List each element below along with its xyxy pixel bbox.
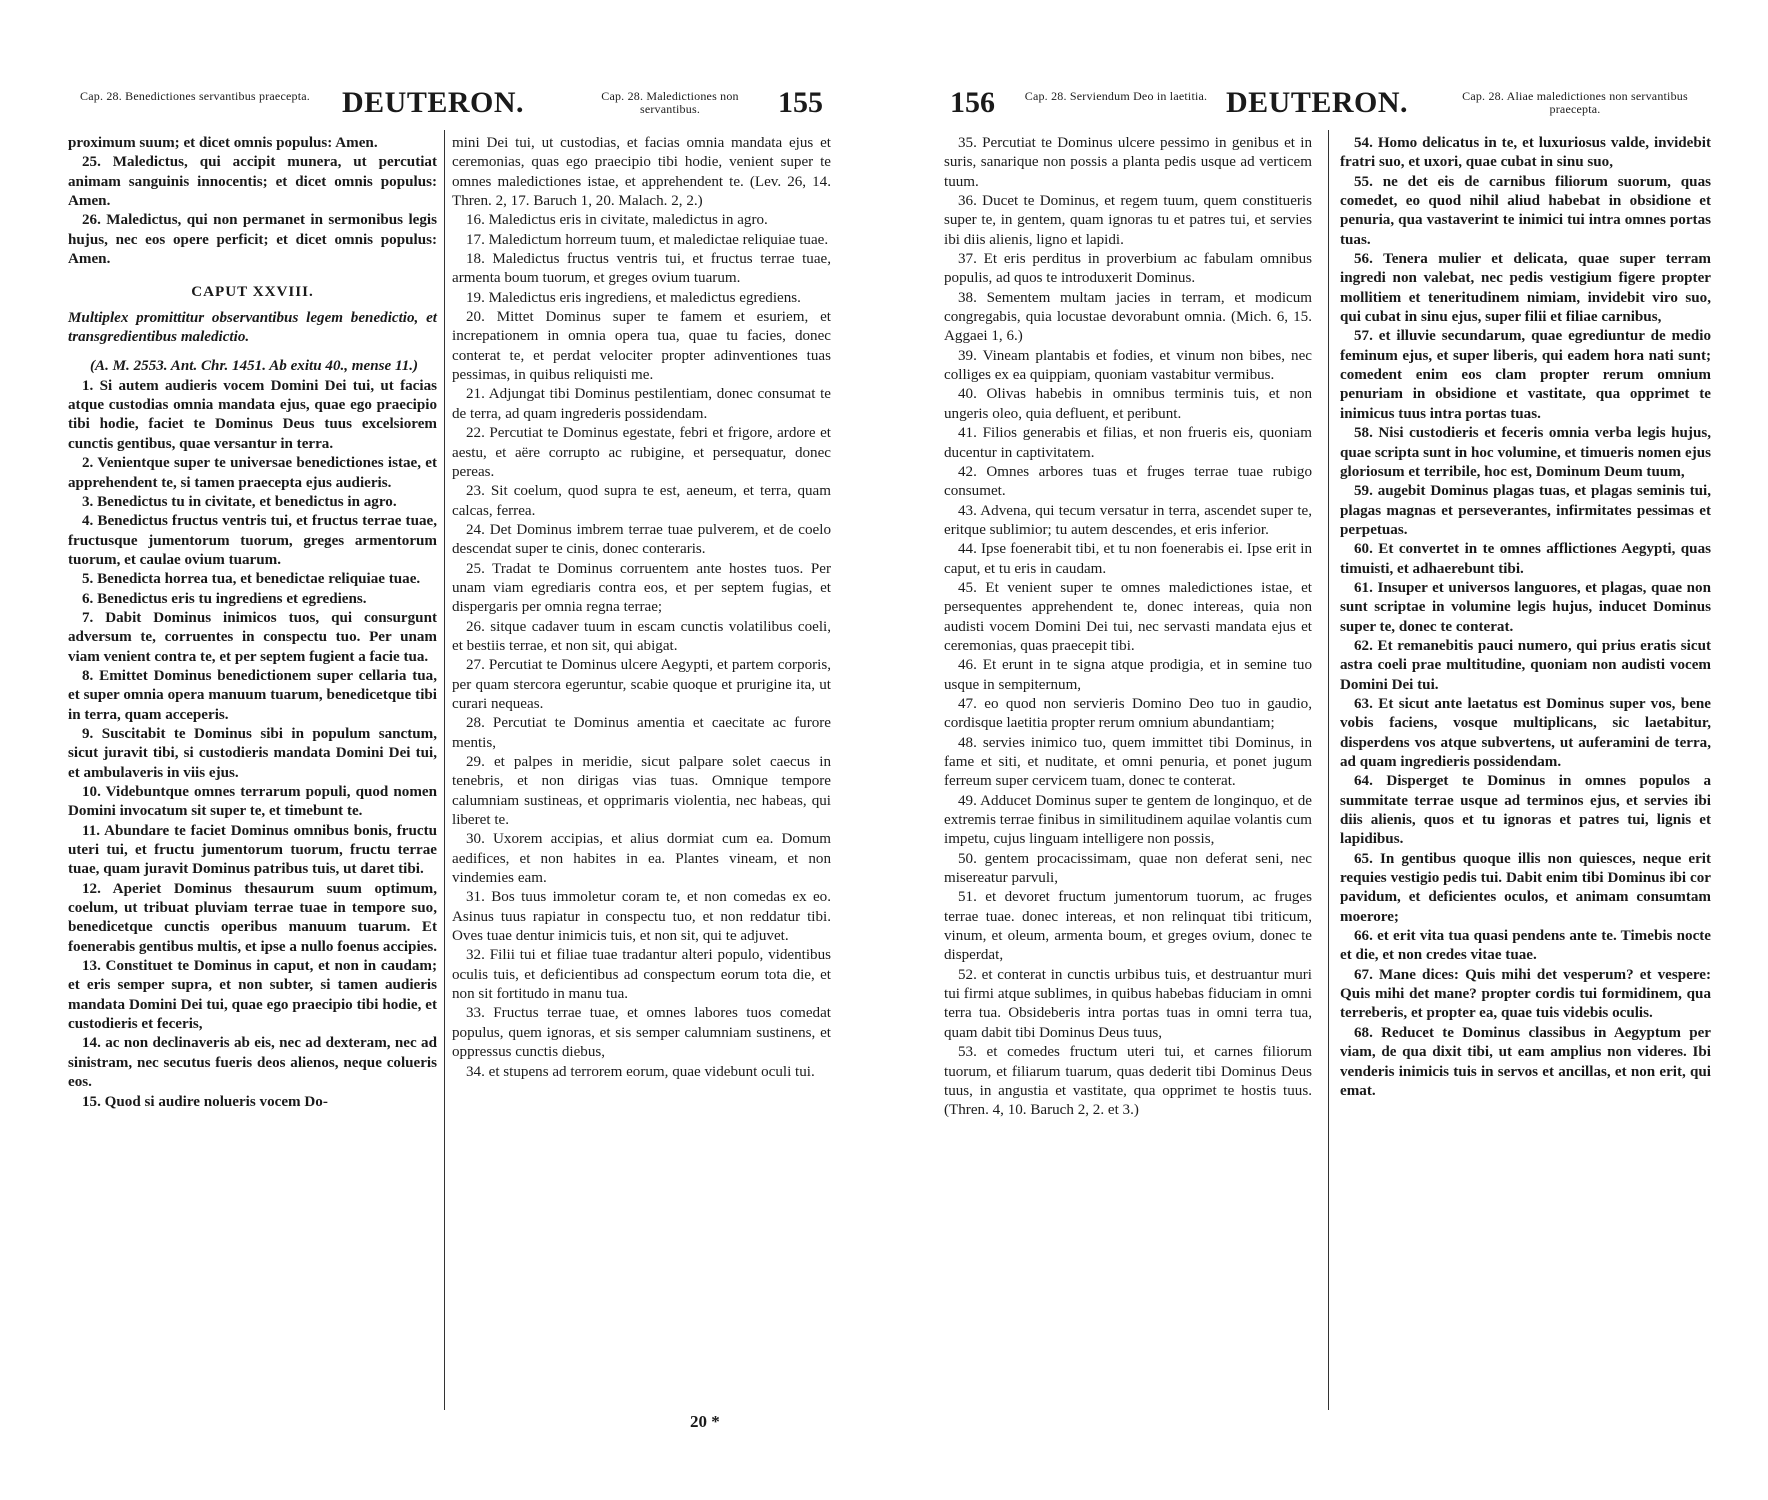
verse: 23. Sit coelum, quod supra te est, aeneum, et terra, quam calcas, ferrea. bbox=[452, 483, 831, 519]
verse: 63. Et sicut ante laetatus est Dominus super vos, bene vobis faciens, vosque multiplicans, sic laetabitur, disperdens vos atque subvertens, ut auferamini de terra, ad quam ingredieris possidendam. bbox=[1340, 695, 1711, 770]
verse: 26. Maledictus, qui non permanet in sermonibus legis hujus, nec eos opere perficit; et dicet omnis populus: Amen. bbox=[68, 212, 437, 268]
page-number: 155 bbox=[778, 86, 823, 119]
verse: 68. Reducet te Dominus classibus in Aegyptum per viam, de qua dixit tibi, ut eam amplius non videres. Ibi venderis inimicis tuis in servos et ancillas, et non erit, qui emat. bbox=[1340, 1024, 1711, 1099]
verse: 62. Et remanebitis pauci numero, qui prius eratis sicut astra coeli prae multitudine, quoniam non audisti vocem Domini Dei tui. bbox=[1340, 637, 1711, 693]
header-chapter-left: Cap. 28. Benedictiones servantibus praecepta. bbox=[80, 89, 310, 103]
verse: 57. et illuvie secundarum, quae egrediuntur de medio feminum ejus, et super liberis, qui eadem hora nati sunt; comedent enim eos clam propter rerum omnium penuriam in obsidione et vastitate, qua opprimet te inimicus tuus intra portas tuas. bbox=[1340, 328, 1711, 422]
verse: 51. et devoret fructum jumentorum tuorum, ac fruges terrae tuae. donec intereas, et non relinquat tibi triticum, vinum, et oleum, armenta boum, et greges ovium, donec te disperdat, bbox=[944, 889, 1312, 964]
verse: 31. Bos tuus immoletur coram te, et non comedas ex eo. Asinus tuus rapiatur in conspectu tuo, et non reddatur tibi. Oves tuae dentur inimicis tuis, et non sit, qui te adjuvet. bbox=[452, 889, 831, 945]
verse: 29. et palpes in meridie, sicut palpare solet caecus in tenebris, et non dirigas vias tuas. Omnique tempore calumniam sustineas, et opprimaris violentia, nec habeas, qui liberet te. bbox=[452, 754, 831, 829]
header-chapter-left: Cap. 28. Serviendum Deo in laetitia. bbox=[1024, 89, 1208, 103]
text-column-left bbox=[68, 134, 437, 1112]
verse: 65. In gentibus quoque illis non quiesces, neque erit requies vestigio pedis tui. Dabit enim tibi Dominus ibi cor pavidum, et deficientes oculos, et animam consumtam moerore; bbox=[1340, 850, 1711, 925]
header-book-title: DEUTERON. bbox=[1226, 86, 1409, 119]
verse: 26. sitque cadaver tuum in escam cunctis volatilibus coeli, et bestiis terrae, et non sit, qui abigat. bbox=[452, 618, 831, 654]
verse: 16. Maledictus eris in civitate, maledictus in agro. bbox=[466, 212, 768, 229]
verse: 60. Et convertet in te omnes afflictiones Aegypti, quas timuisti, et adhaerebunt tibi. bbox=[1340, 541, 1711, 577]
verse: 37. Et eris perditus in proverbium ac fabulam omnibus populis, ad quos te introduxerit Dominus. bbox=[944, 251, 1312, 287]
verse: 38. Sementem multam jacies in terram, et modicum congregabis, quia locustae devorabunt omnia. (Mich. 6, 15. Aggaei 1, 6.) bbox=[944, 289, 1312, 345]
chapter-heading: CAPUT XXVIII. bbox=[191, 284, 314, 301]
verse: 18. Maledictus fructus ventris tui, et fructus terrae tuae, armenta boum tuorum, et greges ovium tuarum. bbox=[452, 251, 831, 287]
text-column-right bbox=[452, 134, 831, 1082]
verse: 5. Benedicta horrea tua, et benedictae reliquiae tuae. bbox=[82, 571, 421, 588]
verse: 42. Omnes arbores tuas et fruges terrae tuae rubigo consumet. bbox=[944, 463, 1312, 500]
verse: proximum suum; et dicet omnis populus: Amen. bbox=[68, 135, 378, 151]
verse: 61. Insuper et universos languores, et plagas, quae non sunt scriptae in volumine legis hujus, inducet Dominus super te, donec te conterat. bbox=[1340, 579, 1711, 635]
chronology-note: (A. M. 2553. Ant. Chr. 1451. Ab exitu 40., mense 11.) bbox=[90, 358, 419, 375]
verse: 24. Det Dominus imbrem terrae tuae pulverem, et de coelo descendat super te cinis, donec conteraris. bbox=[452, 521, 831, 558]
verse: 34. et stupens ad terrorem eorum, quae videbunt oculi tui. bbox=[466, 1063, 815, 1080]
header-chapter-right: Cap. 28. Aliae maledictiones non servantibus praecepta. bbox=[1462, 89, 1688, 116]
verse: 48. servies inimico tuo, quem immittet tibi Dominus, in fame et siti, et nuditate, et omni penuria, et ponet jugum ferreum super cervicem tuam, donec te conterat. bbox=[944, 734, 1312, 790]
verse: 11. Abundare te faciet Dominus omnibus bonis, fructu uteri tui, et fructu jumentorum tuorum, fructu terrae tuae, quam juravit Dominus patribus tuis, ut daret tibi. bbox=[68, 822, 437, 878]
verse: 2. Venientque super te universae benedictiones istae, et apprehendent te, si tamen praecepta ejus audieris. bbox=[68, 455, 437, 491]
verse: 45. Et venient super te omnes maledictiones istae, et persequentes apprehendent te, donec intereas, quia non audisti vocem Domini Dei tui, nec servasti mandata ejus et ceremonias, quas praecepit tibi. bbox=[944, 579, 1312, 654]
verse: 58. Nisi custodieris et feceris omnia verba legis hujus, quae scripta sunt in hoc volumine, et timueris nomen ejus gloriosum et terribile, hoc est, Dominum Deum tuum, bbox=[1340, 425, 1711, 480]
verse: 8. Emittet Dominus benedictionem super cellaria tua, et super omnia opera manuum tuarum, benedicetque tibi in terra, quam acceperis. bbox=[68, 667, 437, 723]
verse: 30. Uxorem accipias, et alius dormiat cum ea. Domum aedifices, et non habites in ea. Plantes vineam, et non vindemies eam. bbox=[452, 831, 831, 887]
verse: 3. Benedictus tu in civitate, et benedictus in agro. bbox=[82, 493, 397, 510]
verse: 1. Si autem audieris vocem Domini Dei tui, ut facias atque custodias omnia mandata ejus, quae ego praecipio tibi hodie, faciet te Dominus Deus tuus excelsiorem cunctis gentibus, quae versantur in terra. bbox=[68, 377, 437, 452]
verse: 50. gentem procacissimam, quae non deferat seni, nec misereatur parvuli, bbox=[944, 850, 1312, 887]
verse: 21. Adjungat tibi Dominus pestilentiam, donec consumat te de terra, ad quam ingrederis possidendam. bbox=[452, 386, 831, 422]
verse: 41. Filios generabis et filias, et non frueris eis, quoniam ducentur in captivitatem. bbox=[944, 425, 1312, 461]
header-book-title: DEUTERON. bbox=[342, 86, 525, 119]
verse: 7. Dabit Dominus inimicos tuos, qui consurgunt adversum te, corruentes in conspectu tuo. Per unam viam venient contra te, et per septem fugient a facie tua. bbox=[68, 609, 437, 665]
verse: 43. Advena, qui tecum versatur in terra, ascendet super te, eritque sublimior; tu autem descendes, et eris inferior. bbox=[944, 502, 1312, 538]
verse: 32. Filii tui et filiae tuae tradantur alteri populo, videntibus oculis tuis, et deficientibus ad conspectum eorum tota die, et non sit fortitudo in manu tua. bbox=[452, 947, 831, 1003]
header-chapter-right: Cap. 28. Maledictiones non servantibus. bbox=[601, 89, 739, 116]
verse: 4. Benedictus fructus ventris tui, et fructus terrae tuae, fructusque jumentorum tuorum, greges armentorum tuorum, et caulae ovium tuarum. bbox=[68, 513, 437, 568]
verse: 49. Adducet Dominus super te gentem de longinquo, et de extremis terrae finibus in similitudinem aquilae volantis cum impetu, cujus linguam intelligere non possis, bbox=[944, 792, 1312, 848]
verse: 17. Maledictum horreum tuum, et maledictae reliquiae tuae. bbox=[466, 231, 829, 248]
verse: 20. Mittet Dominus super te famem et esuriem, et increpationem in omnia opera tua, quae tu facies, donec conterat te, et perdat velociter propter adinventiones tuas pessimas, in quibus reliquisti me. bbox=[452, 309, 831, 384]
verse: 53. et comedes fructum uteri tui, et carnes filiorum tuorum, et filiarum tuarum, quas dederit tibi Dominus Deus tuus, in angustia et vastitate, qua opprimet te hostis tuus. (Thren. 4, 10. Baruch 2, 2. et 3.) bbox=[944, 1044, 1312, 1119]
verse: 33. Fructus terrae tuae, et omnes labores tuos comedat populus, quem ignoras, et sis semper calumniam sustinens, et oppressus cunctis diebus, bbox=[452, 1005, 831, 1061]
verse: 46. Et erunt in te signa atque prodigia, et in semine tuo usque in sempiternum, bbox=[944, 657, 1312, 693]
verse: 35. Percutiat te Dominus ulcere pessimo in genibus et in suris, sanarique non possis a planta pedis usque ad verticem tuum. bbox=[944, 135, 1312, 190]
verse: 25. Maledictus, qui accipit munera, ut percutiat animam sanguinis innocentis; et dicet omnis populus: Amen. bbox=[68, 154, 437, 210]
verse: 28. Percutiat te Dominus amentia et caecitate ac furore mentis, bbox=[452, 715, 831, 751]
verse: 10. Videbuntque omnes terrarum populi, quod nomen Domini invocatum sit super te, et timebunt te. bbox=[68, 784, 437, 820]
verse: 47. eo quod non servieris Domino Deo tuo in gaudio, cordisque laetitia propter rerum omnium abundantiam; bbox=[944, 695, 1312, 732]
verse: 64. Disperget te Dominus in omnes populos a summitate terrae usque ad terminos ejus, et servies ibi diis alienis, quos et tu ignoras et patres tui, lignis et lapidibus. bbox=[1340, 773, 1711, 848]
verse: 55. ne det eis de carnibus filiorum suorum, quas comedet, eo quod nihil aliud habebat in obsidione et penuria, qua vastaverint te inimici tui intra omnes portas tuas. bbox=[1340, 173, 1711, 248]
verse: 66. et erit vita tua quasi pendens ante te. Timebis nocte et die, et non credes vitae tuae. bbox=[1340, 928, 1711, 964]
column-divider bbox=[444, 130, 445, 1410]
text-column-right bbox=[1340, 134, 1711, 1101]
column-divider bbox=[1328, 130, 1329, 1410]
verse: 19. Maledictus eris ingrediens, et maledictus egrediens. bbox=[466, 289, 801, 306]
running-header bbox=[80, 86, 830, 126]
verse: 13. Constituet te Dominus in caput, et non in caudam; et eris semper supra, et non subter, si tamen audieris mandata Domini Dei tui, quae ego praecipio tibi hodie, et custodieris et feceris, bbox=[68, 958, 437, 1033]
verse: 67. Mane dices: Quis mihi det vesperum? et vespere: Quis mihi det mane? propter cordis tui formidinem, qua terreberis, et propter ea, quae tuis videbis oculis. bbox=[1340, 966, 1711, 1022]
verse: 54. Homo delicatus in te, et luxuriosus valde, invidebit fratri suo, et uxori, quae cubat in sinu suo, bbox=[1340, 135, 1711, 171]
verse: 40. Olivas habebis in omnibus terminis tuis, et non ungeris oleo, quia defluent, et peribunt. bbox=[944, 386, 1312, 422]
right-page bbox=[884, 0, 1768, 1500]
signature-mark: 20 * bbox=[690, 1412, 720, 1431]
verse: 44. Ipse foenerabit tibi, et tu non foenerabis ei. Ipse erit in caput, et tu eris in caudam. bbox=[944, 541, 1312, 577]
verse: 15. Quod si audire nolueris vocem Do- bbox=[82, 1093, 328, 1110]
verse: 56. Tenera mulier et delicata, quae super terram ingredi non valebat, nec pedis vestigium figere propter mollitiem et teneritudinem nimiam, invidebit viro suo, qui cubat in sinu ejus, super filii et filiae carnibus, bbox=[1340, 251, 1711, 326]
verse: mini Dei tui, ut custodias, et facias omnia mandata ejus et ceremonias, quas ego praecipio tibi hodie, venient super te omnes maledictiones istae, et apprehendent te. (Lev. 26, 14. Thren. 2, 17. Baruch 1, 20. Malach. 2, 2.) bbox=[452, 135, 831, 210]
verse: 22. Percutiat te Dominus egestate, febri et frigore, ardore et aestu, et aëre corrupto ac rubigine, et persequatur, donec pereas. bbox=[452, 425, 831, 480]
text-column-left bbox=[944, 134, 1312, 1121]
verse: 25. Tradat te Dominus corruentem ante hostes tuos. Per unam viam egrediaris contra eos, et per septem fugias, et dispergaris per omnia regna terrae; bbox=[452, 560, 831, 616]
verse: 36. Ducet te Dominus, et regem tuum, quem constitueris super te, in gentem, quam ignoras tu et patres tui, et servies ibi diis alienis, ligno et lapidi. bbox=[944, 193, 1312, 248]
verse: 59. augebit Dominus plagas tuas, et plagas seminis tui, plagas magnas et perseverantes, infirmitates pessimas et perpetuas. bbox=[1340, 483, 1711, 538]
verse: 12. Aperiet Dominus thesaurum suum optimum, coelum, ut tribuat pluviam terrae tuae in tempore suo, benedicetque cunctis operibus manuum tuarum. Et foenerabis gentibus multis, et ipse a nullo foenus accipies. bbox=[68, 880, 437, 955]
verse: 9. Suscitabit te Dominus sibi in populum sanctum, sicut juravit tibi, si custodieris mandata Domini Dei tui, et ambulaveris in viis ejus. bbox=[68, 725, 437, 781]
verse: 52. et conterat in cunctis urbibus tuis, et destruantur muri tui firmi atque sublimes, in quibus habebas fiduciam in omni terra tua. Obsideberis intra portas tuas in omni terra tua, quam dabit tibi Dominus Deus tuus, bbox=[944, 966, 1312, 1041]
chapter-summary: Multiplex promittitur observantibus legem benedictio, et transgredientibus maledictio. bbox=[68, 309, 437, 346]
verse: 14. ac non declinaveris ab eis, nec ad dexteram, nec ad sinistram, nec secutus fueris deos alienos, neque colueris eos. bbox=[68, 1035, 437, 1091]
running-header bbox=[950, 86, 1702, 126]
verse: 39. Vineam plantabis et fodies, et vinum non bibes, nec colliges ex ea quippiam, quoniam vastabitur vermibus. bbox=[944, 347, 1312, 384]
page-number: 156 bbox=[950, 86, 995, 119]
verse: 27. Percutiat te Dominus ulcere Aegypti, et partem corporis, per quam stercora egeruntur, scabie quoque et prurigine ita, ut curari nequeas. bbox=[452, 657, 831, 712]
verse: 6. Benedictus eris tu ingrediens et egrediens. bbox=[82, 590, 367, 607]
